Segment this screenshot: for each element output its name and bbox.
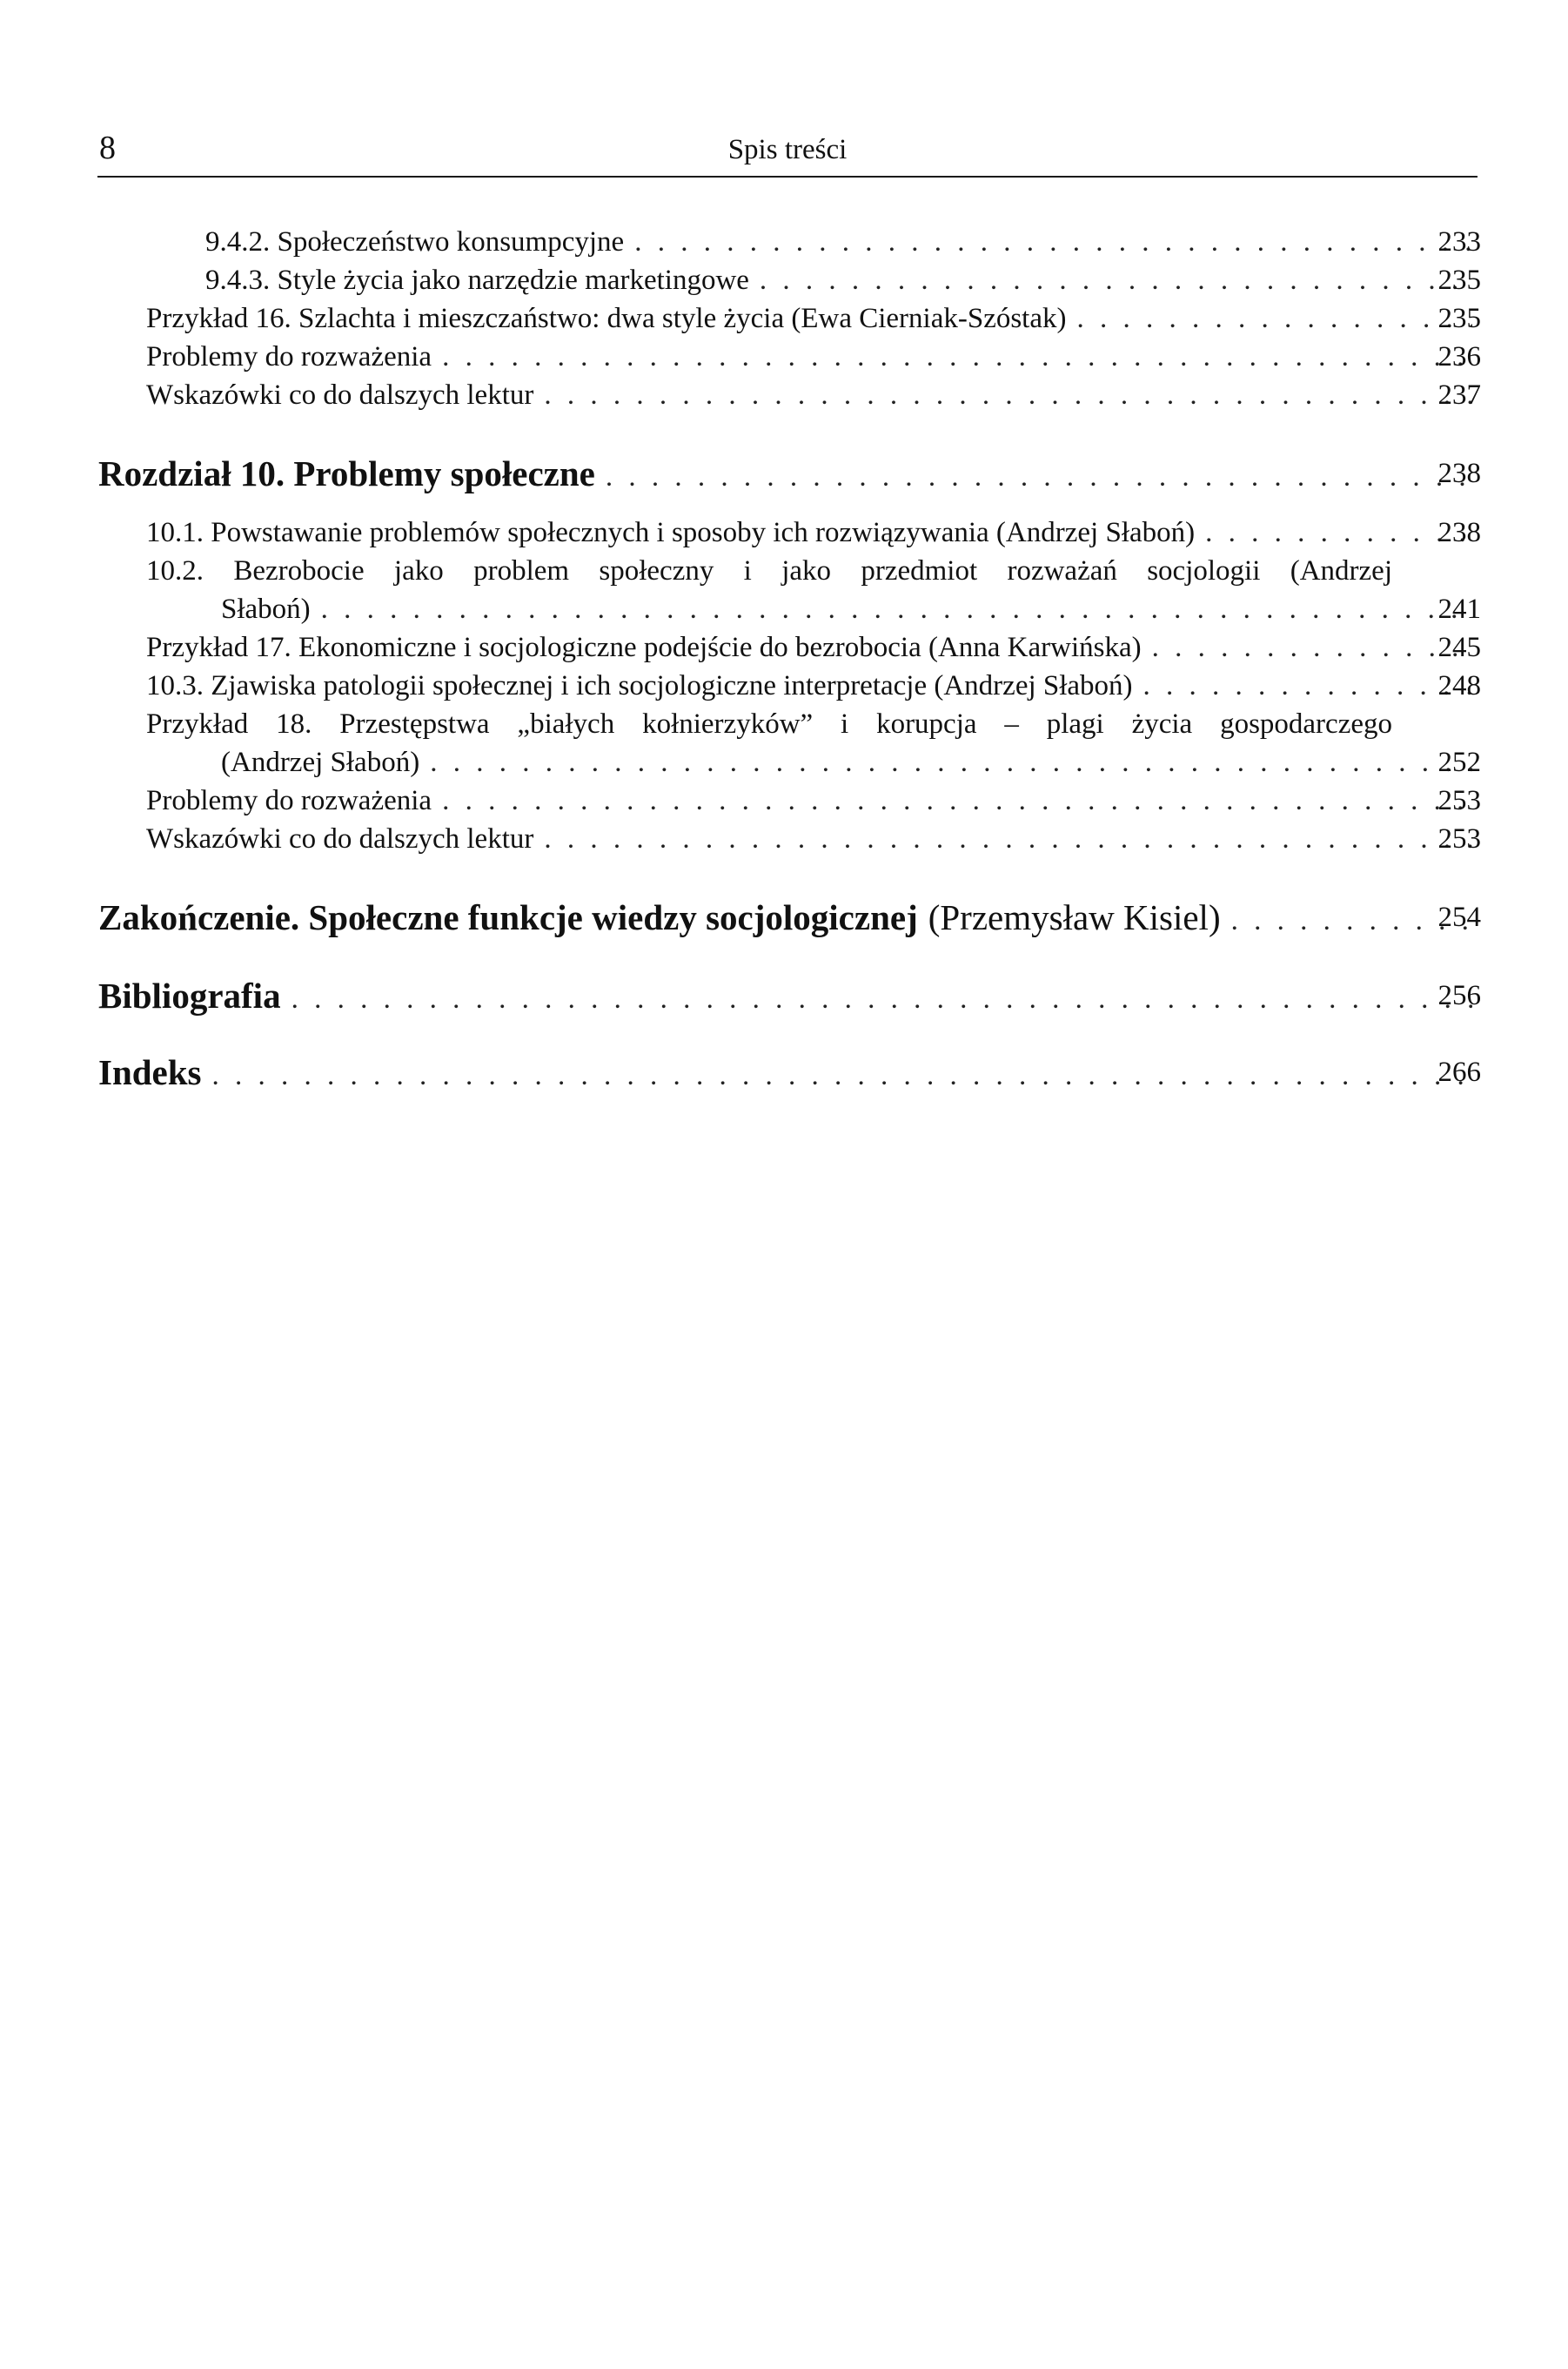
toc-entry-title-line1: Przykład 18. Przestępstwa „białych kołnierzyków” i korupcja – plagi życia gospodarczego	[146, 708, 1392, 740]
page-number: 8	[99, 130, 116, 166]
toc-chapter-page: 254	[1437, 902, 1481, 933]
toc-entry	[0, 667, 1568, 705]
toc-chapter	[0, 971, 1568, 1020]
leader-dots	[544, 820, 1472, 858]
toc-entry-page: 241	[1437, 594, 1481, 625]
leader-dots	[1076, 299, 1472, 338]
toc-entry	[0, 743, 1568, 782]
leader-dots	[291, 975, 1472, 1023]
toc-entry-page: 245	[1437, 632, 1481, 663]
toc-chapter	[0, 893, 1568, 942]
leader-dots	[321, 590, 1472, 628]
toc-chapter-page: 256	[1437, 980, 1481, 1011]
toc-chapter	[0, 449, 1568, 498]
toc-chapter-title: Zakończenie. Społeczne funkcje wiedzy socjologicznej	[98, 897, 918, 937]
toc-entry-page: 233	[1437, 226, 1481, 258]
toc-entry-title-line1: 10.2. Bezrobocie jako problem społeczny i jako przedmiot rozważań socjologii (Andrzej	[146, 555, 1392, 587]
toc-entry-title: 10.1. Powstawanie problemów społecznych i sposoby ich rozwiązywania (Andrzej Słaboń)	[146, 517, 1196, 548]
toc-entry	[0, 820, 1568, 858]
toc-entry-page: 238	[1437, 517, 1481, 548]
toc-entry-title: 10.3. Zjawiska patologii społecznej i ich socjologiczne interpretacje (Andrzej Słaboń)	[146, 670, 1133, 701]
toc-entry	[0, 513, 1568, 552]
toc-chapter-title: Indeks	[98, 1052, 202, 1092]
leader-dots	[760, 261, 1472, 299]
toc-entry-page: 253	[1437, 823, 1481, 855]
toc-entry-title: Wskazówki co do dalszych lektur	[146, 823, 534, 855]
toc-chapter-page: 266	[1437, 1057, 1481, 1088]
toc-entry-title: 9.4.3. Style życia jako narzędzie marketingowe	[205, 265, 749, 296]
toc-entry	[0, 299, 1568, 338]
leader-dots	[544, 376, 1472, 414]
toc-entry-title-line2: (Andrzej Słaboń)	[221, 747, 420, 778]
toc-chapter-page: 238	[1437, 458, 1481, 489]
toc-entry	[0, 338, 1568, 376]
toc-entry-page: 253	[1437, 785, 1481, 816]
toc-entry-title: Przykład 16. Szlachta i mieszczaństwo: dwa style życia (Ewa Cierniak-Szóstak)	[146, 303, 1067, 334]
page-header	[97, 129, 1478, 178]
leader-dots	[634, 223, 1472, 261]
toc-entry	[0, 782, 1568, 820]
toc-entry-page: 236	[1437, 341, 1481, 372]
toc-entry-page: 248	[1437, 670, 1481, 701]
toc-chapter-author: (Przemysław Kisiel)	[928, 897, 1221, 937]
toc-entry-title: Przykład 17. Ekonomiczne i socjologiczne podejście do bezrobocia (Anna Karwińska)	[146, 632, 1142, 663]
running-title: Spis treści	[727, 134, 848, 165]
toc-entry-title-line2: Słaboń)	[221, 594, 311, 625]
toc-entry	[0, 261, 1568, 299]
toc-entry	[0, 376, 1568, 414]
toc-entry-title: Problemy do rozważenia	[146, 785, 432, 816]
toc-entry	[0, 628, 1568, 667]
toc-entry-title: Problemy do rozważenia	[146, 341, 432, 372]
leader-dots	[442, 338, 1472, 376]
toc-entry-title: 9.4.2. Społeczeństwo konsumpcyjne	[205, 226, 625, 258]
toc-entry-page: 252	[1437, 747, 1481, 778]
toc-chapter	[0, 1048, 1568, 1097]
leader-dots	[430, 743, 1472, 782]
toc-entry-page: 237	[1437, 379, 1481, 411]
leader-dots	[442, 782, 1472, 820]
toc-chapter-title: Bibliografia	[98, 976, 281, 1016]
toc-entry	[0, 590, 1568, 628]
leader-dots	[212, 1051, 1472, 1100]
toc-entry-page: 235	[1437, 303, 1481, 334]
toc-chapter-title: Rozdział 10. Problemy społeczne	[98, 453, 595, 493]
toc-entry-title: Wskazówki co do dalszych lektur	[146, 379, 534, 411]
toc-entry	[0, 223, 1568, 261]
toc-entry-page: 235	[1437, 265, 1481, 296]
leader-dots	[606, 453, 1472, 501]
